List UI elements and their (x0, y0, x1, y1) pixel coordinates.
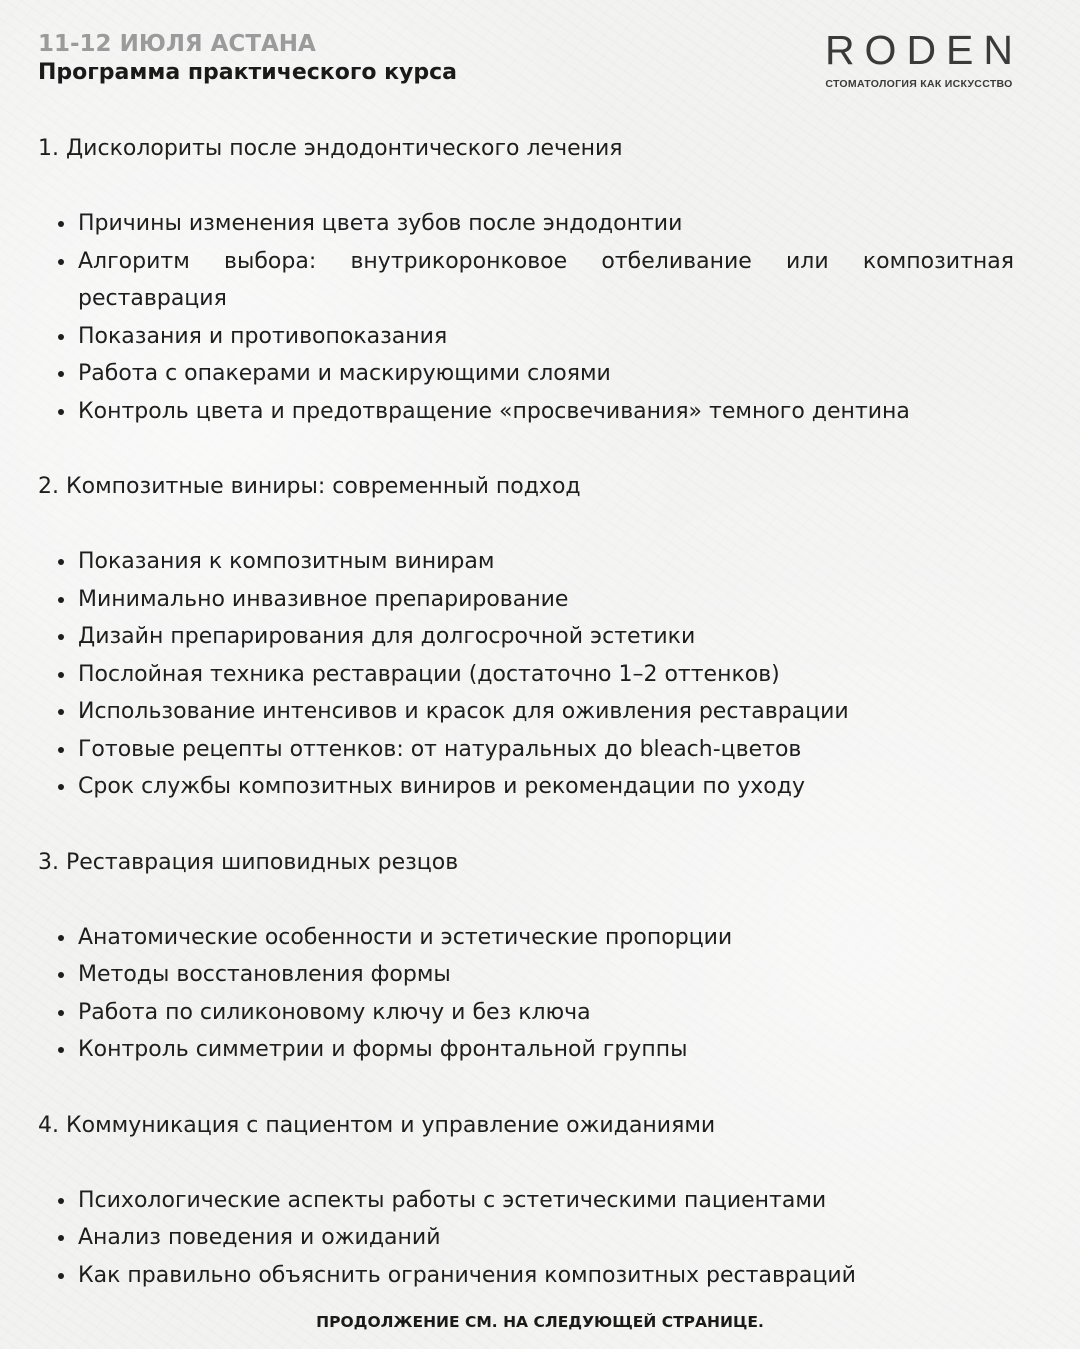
bullet-icon (58, 559, 64, 565)
list-item-text: Минимально инвазивное препарирование (78, 586, 569, 612)
list-item (38, 543, 1014, 581)
list-item-text: Показания к композитным винирам (78, 549, 495, 574)
bullet-icon (58, 1047, 64, 1053)
list-item (38, 618, 1014, 656)
list-item (38, 994, 1014, 1032)
list-item (38, 1031, 1014, 1069)
bullet-icon (58, 1235, 64, 1241)
bullet-icon (58, 1010, 64, 1016)
course-program (38, 130, 1014, 1332)
list-item (38, 956, 1014, 994)
list-item (38, 243, 1014, 318)
list-item-text: Срок службы композитных виниров и рекомендации по уходу (78, 774, 805, 799)
bullet-icon (58, 634, 64, 640)
list-item (38, 1182, 1014, 1220)
section-items (38, 205, 1014, 430)
list-item-text: Алгоритм выбора: внутрикоронковое отбеливание или композитная реставрация (78, 248, 1014, 311)
list-item (38, 393, 1014, 431)
bullet-icon (58, 747, 64, 753)
list-item-text: Как правильно объяснить ограничения композитных реставраций (78, 1262, 856, 1288)
section-2 (38, 468, 1014, 806)
section-title: 4. Коммуникация с пациентом и управление ожиданиями (38, 1112, 716, 1138)
continuation-note: ПРОДОЛЖЕНИЕ СМ. НА СЛЕДУЮЩЕЙ СТРАНИЦЕ. (316, 1313, 764, 1331)
bullet-icon (58, 334, 64, 340)
list-item-text: Анализ поведения и ожиданий (78, 1225, 441, 1250)
section-items (38, 919, 1014, 1069)
roden-logo (824, 27, 1024, 90)
section-3 (38, 844, 1014, 1069)
bullet-icon (58, 672, 64, 678)
list-item-text: Работа по силиконовому ключу и без ключа (78, 999, 591, 1025)
list-item (38, 919, 1014, 957)
list-item-text: Послойная техника реставрации (достаточно 1–2 оттенков) (78, 661, 780, 687)
section-title: 1. Дисколориты после эндодонтического лечения (38, 136, 623, 161)
list-item-text: Контроль симметрии и формы фронтальной группы (78, 1037, 688, 1062)
list-item-text: Работа с опакерами и маскирующими слоями (78, 361, 611, 386)
list-item (38, 768, 1014, 806)
list-item-text: Контроль цвета и предотвращение «просвечивания» темного дентина (78, 398, 910, 424)
bullet-icon (58, 935, 64, 941)
logo-tagline: СТОМАТОЛОГИЯ КАК ИСКУССТВО (825, 78, 1013, 90)
bullet-icon (58, 371, 64, 377)
list-item (38, 1257, 1014, 1295)
bullet-icon (58, 1273, 64, 1279)
section-1 (38, 130, 1014, 430)
list-item-text: Причины изменения цвета зубов после эндодонтии (78, 211, 683, 236)
logo-wordmark: RODEN (824, 27, 1024, 73)
section-4 (38, 1107, 1014, 1295)
list-item (38, 693, 1014, 731)
list-item-text: Готовые рецепты оттенков: от натуральных до bleach-цветов (78, 736, 802, 762)
list-item (38, 318, 1014, 356)
list-item-text: Использование интенсивов и красок для оживления реставрации (78, 699, 849, 724)
section-items (38, 1182, 1014, 1295)
bullet-icon (58, 709, 64, 715)
list-item-text: Психологические аспекты работы с эстетическими пациентами (78, 1187, 827, 1213)
list-item-text: Дизайн препарирования для долгосрочной эстетики (78, 624, 696, 649)
page-title: Программа практического курса (38, 60, 458, 85)
list-item (38, 656, 1014, 694)
list-item-text: Анатомические особенности и эстетические пропорции (78, 924, 733, 950)
section-items (38, 543, 1014, 806)
bullet-icon (58, 221, 64, 227)
list-item (38, 731, 1014, 769)
list-item (38, 355, 1014, 393)
bullet-icon (58, 597, 64, 603)
bullet-icon (58, 972, 64, 978)
bullet-icon (58, 409, 64, 415)
bullet-icon (58, 784, 64, 790)
bullet-icon (58, 1198, 64, 1204)
list-item-text: Показания и противопоказания (78, 323, 448, 349)
list-item-text: Методы восстановления формы (78, 962, 451, 987)
list-item (38, 581, 1014, 619)
section-title: 2. Композитные виниры: современный подход (38, 474, 581, 499)
section-title: 3. Реставрация шиповидных резцов (38, 849, 459, 875)
event-date-city: 11-12 ИЮЛЯ АСТАНА (38, 31, 316, 57)
list-item (38, 205, 1014, 243)
list-item (38, 1219, 1014, 1257)
bullet-icon (58, 259, 64, 265)
